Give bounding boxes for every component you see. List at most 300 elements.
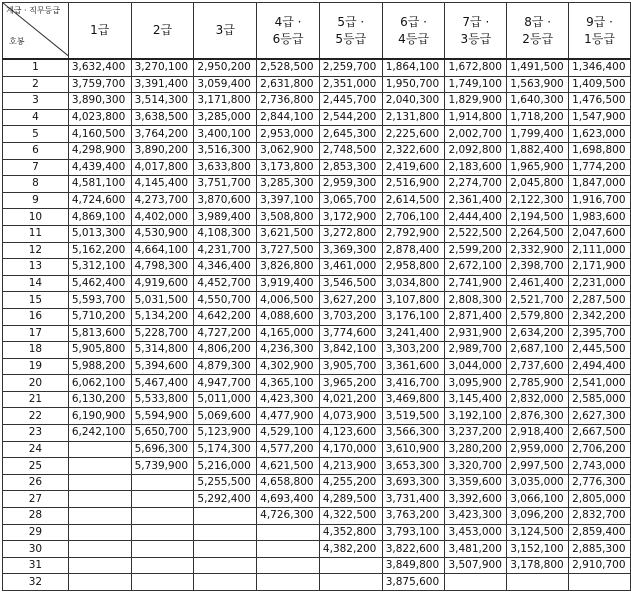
table-row [3,508,631,525]
salary-cell: 4,529,100 [257,425,320,442]
salary-cell: 4,006,500 [257,292,320,309]
salary-cell: 2,111,000 [569,242,631,259]
salary-cell: 3,875,600 [382,574,445,591]
salary-cell: 2,171,900 [569,259,631,276]
salary-cell [257,557,320,574]
salary-cell: 4,017,800 [131,159,194,176]
table-row [3,541,631,558]
salary-cell: 3,633,800 [194,159,257,176]
table-row [3,109,631,126]
salary-cell: 2,225,600 [382,126,445,143]
salary-cell: 4,621,500 [257,458,320,475]
salary-cell: 4,108,300 [194,225,257,242]
salary-cell: 1,563,900 [507,76,569,93]
salary-cell [131,541,194,558]
salary-cell: 4,452,700 [194,275,257,292]
step-number-cell: 15 [3,292,69,309]
salary-cell: 2,959,000 [507,441,569,458]
salary-cell: 1,409,500 [569,76,631,93]
salary-cell [68,474,131,491]
step-number-cell: 8 [3,176,69,193]
salary-cell: 2,687,100 [507,342,569,359]
grade-header-line: 1등급 [584,31,615,46]
grade-header-line: 7급 · [462,14,490,29]
salary-cell: 2,876,300 [507,408,569,425]
table-row [3,358,631,375]
salary-cell: 3,566,300 [382,425,445,442]
salary-cell [68,557,131,574]
table-row [3,209,631,226]
salary-cell: 5,533,800 [131,391,194,408]
salary-cell: 3,237,200 [445,425,507,442]
salary-cell: 2,259,700 [319,59,382,76]
grade-header-line: 6급 · [400,14,427,29]
salary-cell: 2,231,000 [569,275,631,292]
salary-cell: 3,764,200 [131,126,194,143]
salary-cell: 2,627,300 [569,408,631,425]
salary-cell [257,524,320,541]
salary-cell [569,574,631,591]
salary-cell: 2,274,700 [445,176,507,193]
salary-cell: 4,236,300 [257,342,320,359]
salary-cell: 3,066,100 [507,491,569,508]
salary-cell: 3,320,700 [445,458,507,475]
salary-cell: 3,774,600 [319,325,382,342]
salary-cell: 4,231,700 [194,242,257,259]
grade-header-8 [507,3,569,60]
salary-cell: 2,748,500 [319,142,382,159]
salary-cell: 5,710,200 [68,308,131,325]
salary-cell: 1,672,800 [445,59,507,76]
step-number-cell: 14 [3,275,69,292]
salary-cell: 2,808,300 [445,292,507,309]
salary-cell: 2,544,200 [319,109,382,126]
grade-header-line: 4급 · [274,14,302,29]
corner-top-label: 계급 · 직무등급 [6,6,60,15]
table-row [3,524,631,541]
table-row [3,391,631,408]
salary-cell: 4,577,200 [257,441,320,458]
salary-cell: 2,805,000 [569,491,631,508]
step-number-cell: 24 [3,441,69,458]
salary-cell: 4,806,200 [194,342,257,359]
salary-cell: 3,610,900 [382,441,445,458]
salary-cell [131,474,194,491]
salary-cell: 2,332,900 [507,242,569,259]
salary-cell: 2,194,500 [507,209,569,226]
salary-cell: 4,302,900 [257,358,320,375]
table-row [3,557,631,574]
salary-cell: 4,402,000 [131,209,194,226]
step-number-cell: 13 [3,259,69,276]
salary-cell: 3,919,400 [257,275,320,292]
step-number-cell: 3 [3,93,69,110]
table-row [3,425,631,442]
salary-cell [68,524,131,541]
salary-cell: 2,950,200 [194,59,257,76]
table-row [3,491,631,508]
salary-cell: 2,516,900 [382,176,445,193]
salary-cell: 2,832,000 [507,391,569,408]
salary-cell: 2,521,700 [507,292,569,309]
step-number-cell: 28 [3,508,69,525]
salary-cell [131,524,194,541]
salary-cell: 5,069,600 [194,408,257,425]
salary-cell: 2,871,400 [445,308,507,325]
salary-cell [131,557,194,574]
salary-cell: 5,216,000 [194,458,257,475]
salary-cell: 2,741,900 [445,275,507,292]
salary-cell: 5,696,300 [131,441,194,458]
salary-cell: 5,011,000 [194,391,257,408]
salary-cell: 4,581,100 [68,176,131,193]
salary-cell: 5,594,900 [131,408,194,425]
salary-cell: 2,528,500 [257,59,320,76]
table-row [3,308,631,325]
grade-header-line: 5급 · [337,14,365,29]
salary-cell: 2,885,300 [569,541,631,558]
step-number-cell: 11 [3,225,69,242]
salary-cell: 3,044,000 [445,358,507,375]
salary-cell [131,491,194,508]
grade-header-line: 5등급 [335,31,367,46]
salary-cell [68,574,131,591]
step-number-cell: 18 [3,342,69,359]
salary-cell: 4,213,900 [319,458,382,475]
step-number-cell: 16 [3,308,69,325]
salary-cell: 3,759,700 [68,76,131,93]
salary-cell [257,541,320,558]
salary-cell: 3,763,200 [382,508,445,525]
salary-cell: 2,419,600 [382,159,445,176]
salary-cell: 2,706,100 [382,209,445,226]
salary-cell: 1,491,500 [507,59,569,76]
salary-cell: 3,989,400 [194,209,257,226]
table-row [3,76,631,93]
salary-cell: 4,352,800 [319,524,382,541]
salary-cell: 5,123,900 [194,425,257,442]
salary-cell: 2,361,400 [445,192,507,209]
salary-cell: 3,416,700 [382,375,445,392]
table-row [3,93,631,110]
table-row [3,59,631,76]
salary-cell: 6,190,900 [68,408,131,425]
salary-cell: 2,585,000 [569,391,631,408]
salary-cell [194,557,257,574]
table-row [3,375,631,392]
salary-cell: 4,170,000 [319,441,382,458]
salary-cell: 2,931,900 [445,325,507,342]
salary-cell: 4,365,100 [257,375,320,392]
salary-cell: 3,285,000 [194,109,257,126]
salary-cell: 3,870,600 [194,192,257,209]
salary-cell: 3,627,200 [319,292,382,309]
salary-cell: 4,023,800 [68,109,131,126]
salary-cell: 2,579,800 [507,308,569,325]
salary-cell: 3,171,800 [194,93,257,110]
salary-cell: 2,445,700 [319,93,382,110]
salary-cell: 3,632,400 [68,59,131,76]
salary-cell: 2,672,100 [445,259,507,276]
table-row [3,225,631,242]
salary-cell: 3,703,200 [319,308,382,325]
salary-cell: 3,065,700 [319,192,382,209]
grade-header-1 [68,3,131,60]
salary-cell: 3,152,100 [507,541,569,558]
salary-cell: 4,439,400 [68,159,131,176]
salary-cell: 4,160,500 [68,126,131,143]
salary-cell: 1,749,100 [445,76,507,93]
salary-cell: 5,813,600 [68,325,131,342]
grade-header-7 [445,3,507,60]
salary-cell [68,541,131,558]
salary-cell: 1,916,700 [569,192,631,209]
salary-cell: 3,124,500 [507,524,569,541]
grade-header-9 [569,3,631,60]
salary-cell: 2,918,400 [507,425,569,442]
salary-cell: 5,134,200 [131,308,194,325]
salary-cell: 3,096,200 [507,508,569,525]
salary-cell: 6,242,100 [68,425,131,442]
salary-cell: 3,359,600 [445,474,507,491]
salary-cell: 3,653,300 [382,458,445,475]
salary-cell [68,491,131,508]
salary-cell: 2,706,200 [569,441,631,458]
salary-cell: 3,469,800 [382,391,445,408]
salary-cell: 3,095,900 [445,375,507,392]
table-row [3,176,631,193]
salary-cell: 2,776,300 [569,474,631,491]
salary-cell: 3,965,200 [319,375,382,392]
table-row [3,192,631,209]
salary-cell: 5,162,200 [68,242,131,259]
salary-cell [68,441,131,458]
salary-cell: 3,731,400 [382,491,445,508]
salary-cell: 3,192,100 [445,408,507,425]
salary-cell: 4,693,400 [257,491,320,508]
step-number-cell: 26 [3,474,69,491]
salary-cell: 3,621,500 [257,225,320,242]
grade-header-2 [131,3,194,60]
salary-cell: 3,303,200 [382,342,445,359]
salary-cell: 2,667,500 [569,425,631,442]
step-number-cell: 21 [3,391,69,408]
salary-cell: 2,614,500 [382,192,445,209]
table-row [3,342,631,359]
salary-cell: 2,631,800 [257,76,320,93]
step-number-cell: 25 [3,458,69,475]
table-body [3,59,631,591]
salary-cell: 2,599,200 [445,242,507,259]
grade-header-line: 3급 [215,23,235,37]
salary-cell: 2,737,600 [507,358,569,375]
table-row [3,275,631,292]
step-number-cell: 10 [3,209,69,226]
salary-cell: 3,481,200 [445,541,507,558]
salary-cell: 3,272,800 [319,225,382,242]
step-number-cell: 27 [3,491,69,508]
salary-cell: 2,444,400 [445,209,507,226]
salary-cell: 4,664,100 [131,242,194,259]
salary-cell: 5,013,300 [68,225,131,242]
salary-cell: 2,878,400 [382,242,445,259]
grade-header-line: 4등급 [398,31,429,46]
salary-cell [507,574,569,591]
salary-cell: 1,799,400 [507,126,569,143]
grade-header-line: 2등급 [522,31,554,46]
grade-header-3 [194,3,257,60]
salary-cell: 3,285,300 [257,176,320,193]
salary-cell: 1,698,800 [569,142,631,159]
salary-cell: 3,519,500 [382,408,445,425]
salary-cell: 3,849,800 [382,557,445,574]
salary-cell: 4,869,100 [68,209,131,226]
table-row [3,142,631,159]
salary-cell: 3,397,100 [257,192,320,209]
salary-cell: 4,727,200 [194,325,257,342]
salary-cell: 2,785,900 [507,375,569,392]
step-number-cell: 23 [3,425,69,442]
step-number-cell: 5 [3,126,69,143]
salary-cell: 3,176,100 [382,308,445,325]
salary-cell: 1,346,400 [569,59,631,76]
step-number-cell: 29 [3,524,69,541]
salary-cell: 4,298,900 [68,142,131,159]
salary-cell: 3,461,000 [319,259,382,276]
salary-cell [68,458,131,475]
salary-cell: 4,255,200 [319,474,382,491]
salary-cell [194,541,257,558]
salary-cell: 1,640,300 [507,93,569,110]
salary-cell: 3,514,300 [131,93,194,110]
salary-cell: 2,264,500 [507,225,569,242]
salary-cell: 3,280,200 [445,441,507,458]
salary-cell: 1,914,800 [445,109,507,126]
salary-cell: 3,727,500 [257,242,320,259]
salary-cell [194,524,257,541]
salary-cell [257,574,320,591]
salary-cell: 3,392,600 [445,491,507,508]
salary-cell [194,574,257,591]
salary-cell: 2,494,400 [569,358,631,375]
step-number-cell: 12 [3,242,69,259]
salary-cell: 5,292,400 [194,491,257,508]
salary-cell: 2,092,800 [445,142,507,159]
salary-cell: 2,645,300 [319,126,382,143]
grade-header-5 [319,3,382,60]
salary-cell: 1,864,100 [382,59,445,76]
salary-cell: 4,289,500 [319,491,382,508]
salary-cell: 2,997,500 [507,458,569,475]
salary-cell: 3,890,200 [131,142,194,159]
salary-cell: 1,950,700 [382,76,445,93]
salary-cell: 3,516,300 [194,142,257,159]
salary-cell: 3,751,700 [194,176,257,193]
table-row [3,259,631,276]
salary-cell: 2,953,000 [257,126,320,143]
salary-cell: 4,322,500 [319,508,382,525]
salary-cell: 1,965,900 [507,159,569,176]
table-row [3,441,631,458]
salary-cell: 4,021,200 [319,391,382,408]
salary-cell: 5,228,700 [131,325,194,342]
salary-cell: 2,322,600 [382,142,445,159]
table-row [3,408,631,425]
salary-cell: 5,467,400 [131,375,194,392]
salary-cell [131,574,194,591]
salary-cell: 2,461,400 [507,275,569,292]
salary-cell: 1,829,900 [445,93,507,110]
salary-cell: 4,382,200 [319,541,382,558]
salary-cell: 2,959,300 [319,176,382,193]
salary-cell: 2,183,600 [445,159,507,176]
salary-cell: 1,774,200 [569,159,631,176]
step-number-cell: 19 [3,358,69,375]
grade-header-4 [257,3,320,60]
salary-cell: 2,002,700 [445,126,507,143]
salary-cell: 3,822,600 [382,541,445,558]
salary-cell: 4,919,600 [131,275,194,292]
salary-cell: 3,178,800 [507,557,569,574]
salary-cell [319,557,382,574]
salary-cell: 1,623,000 [569,126,631,143]
grade-header-line: 9급 · [586,14,613,29]
salary-cell: 4,073,900 [319,408,382,425]
step-number-cell: 22 [3,408,69,425]
salary-cell: 4,724,600 [68,192,131,209]
header-row [3,3,631,60]
salary-cell: 4,423,300 [257,391,320,408]
salary-cell: 3,034,800 [382,275,445,292]
grade-header-line: 2급 [152,23,173,37]
salary-cell: 3,059,400 [194,76,257,93]
table-row [3,474,631,491]
salary-cell: 3,369,300 [319,242,382,259]
salary-cell: 4,088,600 [257,308,320,325]
salary-cell: 5,593,700 [68,292,131,309]
grade-header-line: 6등급 [272,31,304,46]
salary-cell: 4,798,300 [131,259,194,276]
salary-cell [131,508,194,525]
corner-header-cell [3,3,69,60]
salary-cell: 2,398,700 [507,259,569,276]
salary-cell: 3,107,800 [382,292,445,309]
salary-cell: 1,882,400 [507,142,569,159]
salary-cell: 2,287,500 [569,292,631,309]
salary-cell: 5,031,500 [131,292,194,309]
step-number-cell: 4 [3,109,69,126]
grade-header-line: 1급 [90,23,110,37]
table-row [3,159,631,176]
table-row [3,325,631,342]
salary-cell: 3,423,300 [445,508,507,525]
salary-cell: 4,123,600 [319,425,382,442]
salary-cell: 3,826,800 [257,259,320,276]
salary-cell: 3,507,900 [445,557,507,574]
salary-cell: 5,314,800 [131,342,194,359]
salary-cell: 4,165,000 [257,325,320,342]
salary-cell: 4,530,900 [131,225,194,242]
salary-cell: 4,726,300 [257,508,320,525]
corner-bottom-label: 호봉 [9,37,25,46]
salary-cell: 2,351,000 [319,76,382,93]
salary-table [2,2,631,591]
salary-cell: 4,145,400 [131,176,194,193]
salary-cell: 3,453,000 [445,524,507,541]
salary-cell: 5,174,300 [194,441,257,458]
salary-cell: 2,131,800 [382,109,445,126]
salary-cell: 2,859,400 [569,524,631,541]
